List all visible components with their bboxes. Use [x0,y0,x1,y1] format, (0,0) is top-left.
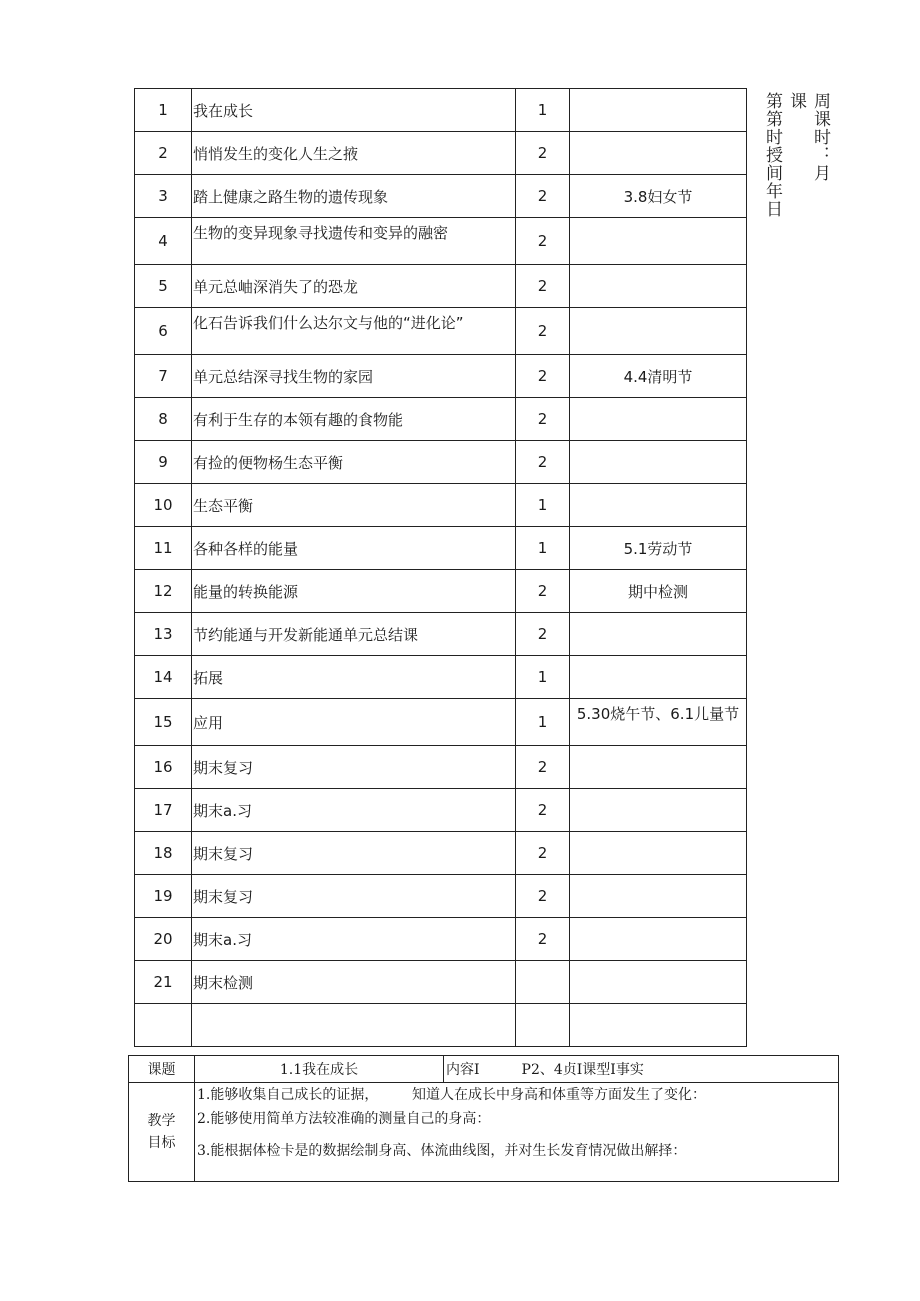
note-cell [570,961,747,1004]
class-hours-cell: 2 [516,875,570,918]
schedule-row [135,832,747,875]
lesson-title-cell: 拓展 [192,656,516,699]
week-number-cell: 2 [135,132,192,175]
week-number-cell: 12 [135,570,192,613]
class-hours-cell: 2 [516,789,570,832]
lesson-title-cell: 悄悄发生的变化人生之掖 [192,132,516,175]
schedule-body [135,89,747,1047]
week-number-cell: 17 [135,789,192,832]
week-number-cell: 6 [135,308,192,355]
lesson-title-cell: 应用 [192,699,516,746]
class-hours-cell: 2 [516,218,570,265]
vertical-header-line: 课 [786,92,806,110]
week-number-cell: 20 [135,918,192,961]
schedule-row [135,355,747,398]
note-cell [570,484,747,527]
vertical-header [760,92,832,218]
lesson-title-cell: 期末检测 [192,961,516,1004]
week-number-cell: 3 [135,175,192,218]
class-hours-cell: 2 [516,613,570,656]
lesson-title-cell: 化石告诉我们什么达尔文与他的“进化论” [192,308,516,355]
schedule-row [135,484,747,527]
goal-item: 2.能够使用简单方法较准确的测量自己的身高： [197,1111,491,1127]
schedule-row [135,441,747,484]
schedule-row [135,961,747,1004]
note-cell: 期中检测 [570,570,747,613]
lesson-title-cell: 有利于生存的本领有趣的食物能 [192,398,516,441]
week-number-cell: 19 [135,875,192,918]
class-hours-cell: 2 [516,175,570,218]
class-hours-cell: 2 [516,265,570,308]
goal-item [197,1083,838,1107]
lesson-topic-row [129,1056,839,1083]
schedule-row [135,1004,747,1047]
class-hours-cell: 2 [516,132,570,175]
goals-label-line: 教学 [147,1113,176,1129]
lesson-title-cell: 各种各样的能量 [192,527,516,570]
class-hours-cell: 2 [516,746,570,789]
week-number-cell: 9 [135,441,192,484]
schedule-row [135,527,747,570]
week-number-cell: 15 [135,699,192,746]
schedule-row [135,699,747,746]
note-cell [570,789,747,832]
lesson-title-cell: 期末a.习 [192,789,516,832]
week-number-cell: 13 [135,613,192,656]
lesson-title-cell: 有捡的便物杨生态平衡 [192,441,516,484]
schedule-row [135,218,747,265]
lesson-title-cell: 期末复习 [192,832,516,875]
schedule-row [135,175,747,218]
lesson-title-cell: 期末a.习 [192,918,516,961]
note-cell [570,441,747,484]
week-number-cell: 16 [135,746,192,789]
week-number-cell: 14 [135,656,192,699]
lesson-title-cell: 节约能通与开发新能通单元总结课 [192,613,516,656]
class-hours-cell: 1 [516,527,570,570]
schedule-row [135,875,747,918]
week-number-cell: 11 [135,527,192,570]
class-hours-cell: 2 [516,918,570,961]
week-number-cell: 18 [135,832,192,875]
lesson-title-cell: 我在成长 [192,89,516,132]
note-cell [570,132,747,175]
note-cell [570,398,747,441]
class-hours-cell: 2 [516,308,570,355]
note-cell [570,265,747,308]
note-cell: 4.4清明节 [570,355,747,398]
week-number-cell: 8 [135,398,192,441]
schedule-row [135,789,747,832]
schedule-row [135,918,747,961]
class-hours-cell: 2 [516,832,570,875]
lesson-title-cell: 单元总结深寻找生物的家园 [192,355,516,398]
lesson-info: 内容I P2、4贞I课型I事实 [444,1056,839,1083]
note-cell [570,613,747,656]
week-number-cell: 1 [135,89,192,132]
schedule-row [135,398,747,441]
goal-text: 1.能够收集自己成长的证据， [197,1087,379,1103]
goals-label-line: 目标 [147,1135,176,1151]
note-cell: 3.8妇女节 [570,175,747,218]
topic-label: 课题 [129,1056,195,1083]
lesson-plan-table [128,1055,839,1182]
class-hours-cell: 1 [516,89,570,132]
lesson-title-cell: 单元总岫深消失了的恐龙 [192,265,516,308]
schedule-row [135,613,747,656]
class-hours-cell: 1 [516,484,570,527]
class-hours-cell: 2 [516,355,570,398]
note-cell [570,308,747,355]
note-cell [570,656,747,699]
note-cell [570,89,747,132]
schedule-row [135,570,747,613]
class-hours-cell: 1 [516,699,570,746]
schedule-row [135,89,747,132]
note-cell: 5.30烧午节、6.1儿量节 [570,699,747,746]
class-hours-cell: 2 [516,441,570,484]
week-number-cell: 10 [135,484,192,527]
lesson-title-cell: 期末复习 [192,875,516,918]
schedule-row [135,308,747,355]
note-cell [570,875,747,918]
lesson-title-cell: 生物的变异现象寻找遗传和变异的融密 [192,218,516,265]
vertical-header-line: 第第时授间年日 [762,92,782,218]
schedule-row [135,132,747,175]
lesson-title-cell: 踏上健康之路生物的遗传现象 [192,175,516,218]
vertical-header-line: 周课时：月 [810,92,830,182]
goals-content [195,1083,839,1182]
week-number-cell: 4 [135,218,192,265]
note-cell [570,218,747,265]
note-cell [570,832,747,875]
class-hours-cell: 2 [516,398,570,441]
lesson-title-cell [192,1004,516,1047]
goal-text: 知道人在成长中身高和体重等方面发生了变化： [412,1087,706,1103]
note-cell [570,746,747,789]
note-cell [570,918,747,961]
schedule-table [134,88,747,1047]
class-hours-cell [516,961,570,1004]
week-number-cell: 7 [135,355,192,398]
lesson-title-cell: 期末复习 [192,746,516,789]
goal-item: 3.能根据体检卡是的数据绘制身高、体流曲线图，并对生长发育情况做出解择： [197,1143,687,1159]
class-hours-cell: 2 [516,570,570,613]
schedule-row [135,656,747,699]
schedule-row [135,746,747,789]
topic-value: 1.1我在成长 [195,1056,444,1083]
note-cell [570,1004,747,1047]
note-cell: 5.1劳动节 [570,527,747,570]
class-hours-cell [516,1004,570,1047]
lesson-title-cell: 能量的转换能源 [192,570,516,613]
week-number-cell [135,1004,192,1047]
goals-label [129,1083,195,1182]
week-number-cell: 5 [135,265,192,308]
lesson-title-cell: 生态平衡 [192,484,516,527]
class-hours-cell: 1 [516,656,570,699]
schedule-row [135,265,747,308]
lesson-goals-row [129,1083,839,1182]
week-number-cell: 21 [135,961,192,1004]
